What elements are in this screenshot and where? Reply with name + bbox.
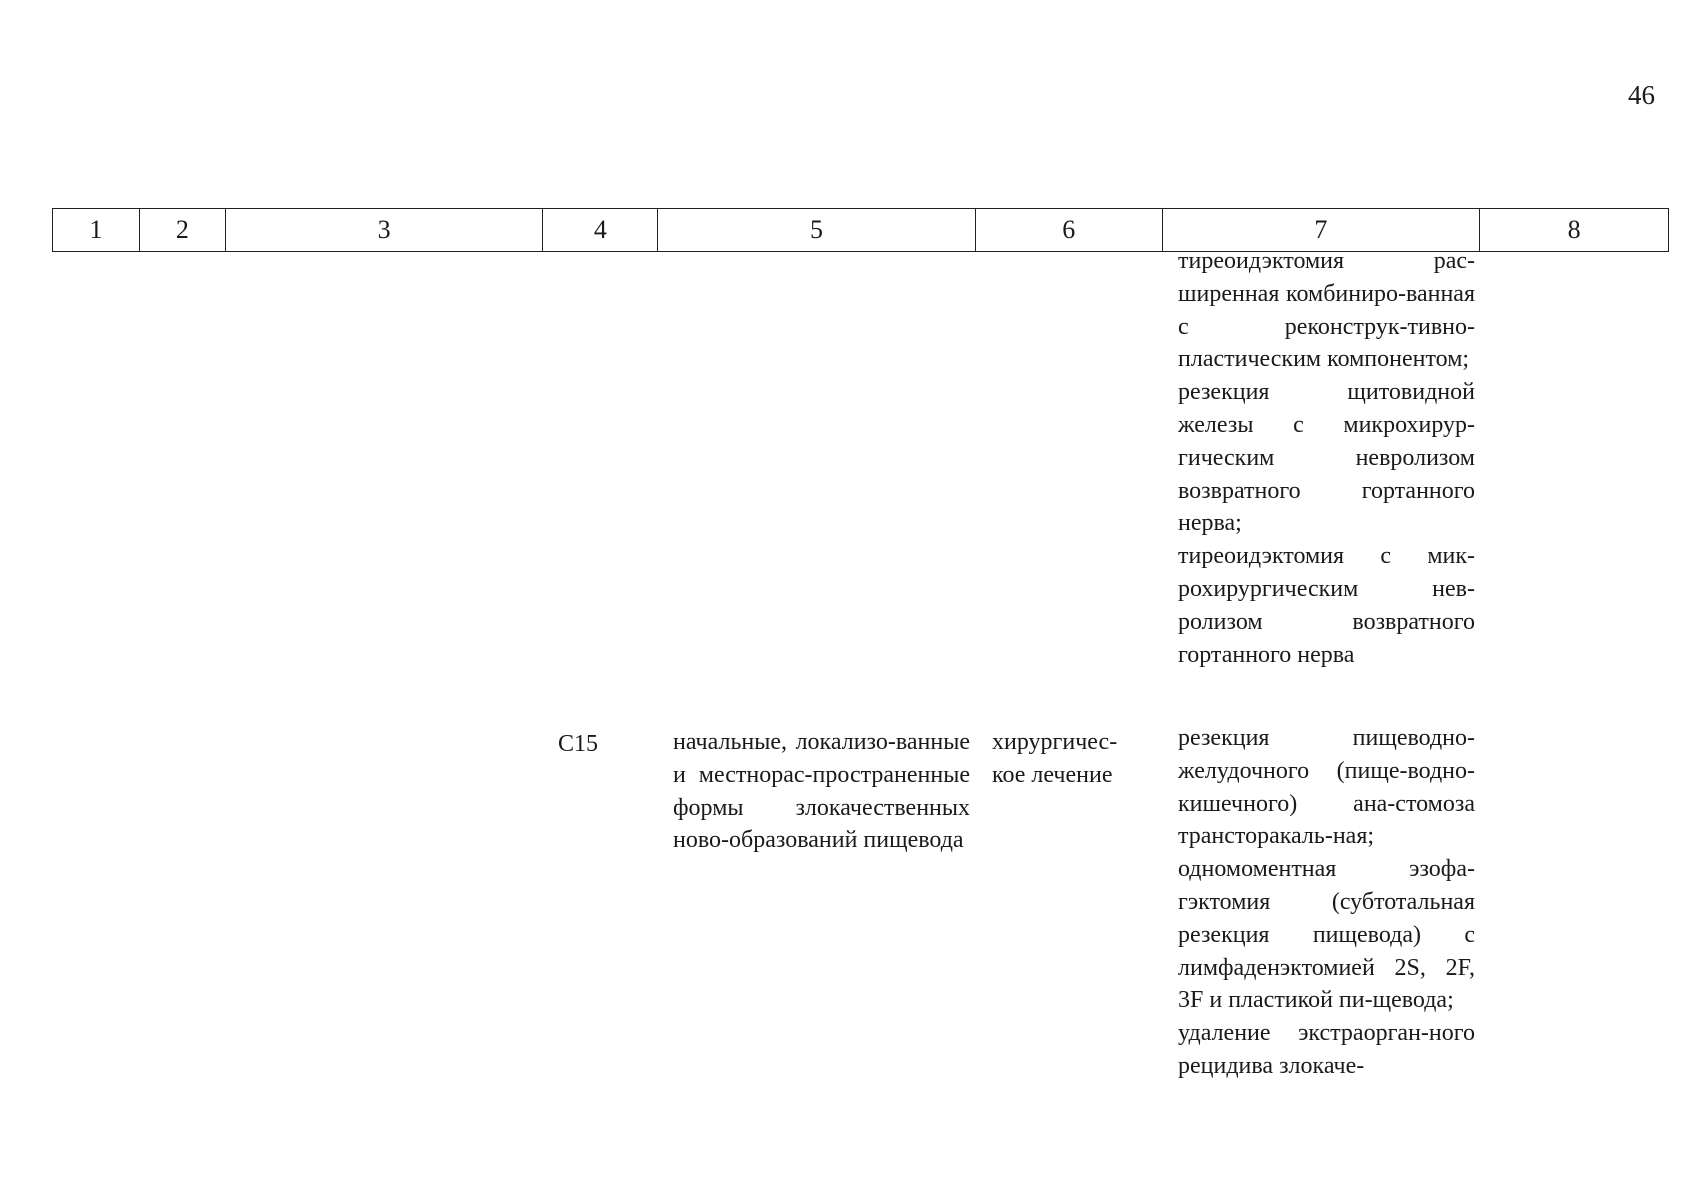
header-cell-4: 4 <box>543 209 658 251</box>
treatment-method-item: резекция щитовидной железы с микрохирур-гическим невролизом возвратного гортанного нерва; <box>1178 379 1475 537</box>
treatment-method-item: тиреоидэктомия с мик-рохирургическим нев-ролизом возвратного гортанного нерва <box>1178 543 1475 668</box>
continued-treatment-methods <box>1178 245 1475 671</box>
header-cell-7: 7 <box>1163 209 1481 251</box>
header-cell-3: 3 <box>226 209 544 251</box>
treatment-method-item: резекция пищеводно-желудочного (пище-водно-кишечного) ана-стомоза трансторакаль-ная; <box>1178 725 1475 850</box>
header-cell-2: 2 <box>140 209 226 251</box>
patient-model: начальные, локализо-ванные и местнорас-пространенные формы злокачественных ново-образований пищевода <box>673 729 970 854</box>
treatment-method-item: одномоментная эзофа-гэктомия (субтотальная резекция пищевода) с лимфаденэктомией 2S, 2F, 3F и пластикой пи-щевода; <box>1178 856 1475 1014</box>
treatment-method-item: тиреоидэктомия рас-ширенная комбиниро-ванная с реконструк-тивно-пластическим компонентом; <box>1178 248 1475 373</box>
header-cell-8: 8 <box>1567 215 1581 244</box>
header-cell-5: 5 <box>658 209 976 251</box>
treatment-type: хирургичес-кое лечение <box>992 729 1118 788</box>
header-cell-6: 6 <box>976 209 1163 251</box>
header-cell-1: 1 <box>53 209 140 251</box>
page-number: 46 <box>1628 80 1655 110</box>
treatment-method-item: удаление экстраорган-ного рецидива злокаче- <box>1178 1020 1475 1079</box>
c15-treatment-methods <box>1178 722 1475 1083</box>
diagnosis-code: C15 <box>558 731 599 757</box>
